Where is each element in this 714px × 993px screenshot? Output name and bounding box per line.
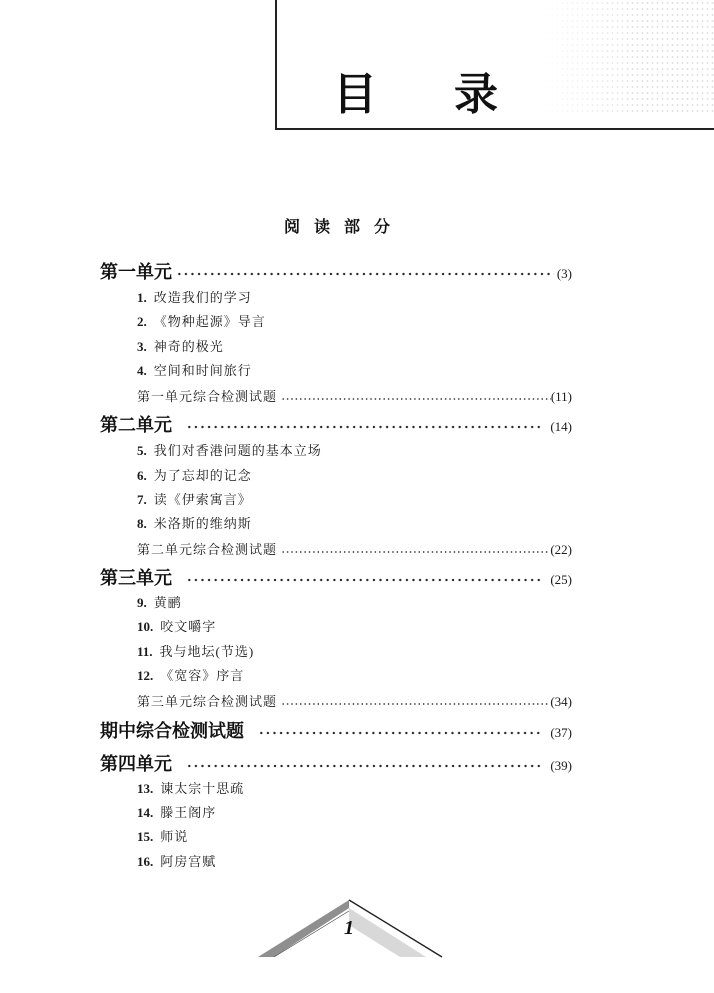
lesson-title: 我与地坛(节选) <box>159 644 255 659</box>
lesson-title: 空间和时间旅行 <box>153 363 252 378</box>
lesson-title: 神奇的极光 <box>153 339 224 354</box>
lesson-entry <box>137 827 572 847</box>
lesson-entry <box>137 441 572 461</box>
lesson-number: 12. <box>137 668 154 683</box>
lesson-title: 《宽容》序言 <box>160 668 245 683</box>
lesson-entry <box>137 852 572 872</box>
page-ref: (34) <box>550 694 572 709</box>
unit-test-entry <box>137 387 572 407</box>
lesson-title: 谏太宗十思疏 <box>160 781 245 796</box>
toc-unit-3 <box>100 567 572 589</box>
dot-leader <box>258 720 543 742</box>
lesson-title: 咬文嚼字 <box>160 619 217 634</box>
lesson-number: 2. <box>137 314 147 329</box>
page-ref: (22) <box>550 542 572 557</box>
test-label: 第二单元综合检测试题 <box>137 542 278 557</box>
dot-leader <box>176 261 554 283</box>
lesson-number: 10. <box>137 619 154 634</box>
lesson-number: 4. <box>137 363 147 378</box>
lesson-number: 13. <box>137 781 154 796</box>
lesson-title: 滕王阁序 <box>160 805 217 820</box>
unit-test-entry <box>137 692 572 712</box>
page-title-char-2: 录 <box>454 70 498 119</box>
unit-label: 第二单元 <box>100 415 172 435</box>
lesson-entry <box>137 466 572 486</box>
lesson-title: 阿房宫赋 <box>160 854 217 869</box>
scan-speckle <box>540 0 714 112</box>
page-title-char-1: 目 <box>333 70 377 119</box>
dot-leader <box>186 414 543 436</box>
dot-leader <box>186 567 543 589</box>
lesson-number: 14. <box>137 805 154 820</box>
lesson-title: 黄鹂 <box>153 595 182 610</box>
lesson-title: 为了忘却的记念 <box>153 468 252 483</box>
lesson-number: 15. <box>137 829 154 844</box>
lesson-entry <box>137 337 572 357</box>
unit-label: 第一单元 <box>100 262 172 282</box>
lesson-title: 读《伊索寓言》 <box>153 492 252 507</box>
lesson-number: 8. <box>137 516 147 531</box>
dot-leader <box>281 540 550 560</box>
lesson-title: 《物种起源》导言 <box>153 314 266 329</box>
lesson-number: 11. <box>137 644 153 659</box>
dot-leader <box>186 753 543 775</box>
lesson-number: 6. <box>137 468 147 483</box>
lesson-entry <box>137 593 572 613</box>
dot-leader <box>281 692 550 712</box>
lesson-entry <box>137 666 572 686</box>
dot-leader <box>281 387 551 407</box>
unit-test-entry <box>137 540 572 560</box>
lesson-number: 1. <box>137 290 147 305</box>
lesson-entry <box>137 490 572 510</box>
toc-unit-2 <box>100 414 572 436</box>
page-ref: (37) <box>550 725 572 740</box>
toc-unit-4 <box>100 753 572 775</box>
page-ref: (25) <box>550 572 572 587</box>
lesson-entry <box>137 361 572 381</box>
lesson-number: 3. <box>137 339 147 354</box>
page-ref: (3) <box>556 266 572 281</box>
lesson-entry <box>137 617 572 637</box>
page-ref: (14) <box>550 419 572 434</box>
lesson-entry <box>137 288 572 308</box>
lesson-entry <box>137 779 572 799</box>
lesson-number: 5. <box>137 443 147 458</box>
unit-label: 第四单元 <box>100 754 172 774</box>
page-ref: (39) <box>550 758 572 773</box>
lesson-title: 改造我们的学习 <box>153 290 252 305</box>
lesson-title: 米洛斯的维纳斯 <box>153 516 252 531</box>
unit-label: 第三单元 <box>100 568 172 588</box>
lesson-title: 师说 <box>160 829 189 844</box>
lesson-entry <box>137 803 572 823</box>
page-ref: (11) <box>550 389 572 404</box>
lesson-title: 我们对香港问题的基本立场 <box>153 443 322 458</box>
midterm-label: 期中综合检测试题 <box>100 721 244 741</box>
lesson-entry <box>137 642 572 662</box>
section-title: 阅读部分 <box>284 219 405 236</box>
test-label: 第一单元综合检测试题 <box>137 389 278 404</box>
toc-midterm <box>100 720 572 742</box>
toc-unit-1 <box>100 261 572 283</box>
lesson-entry <box>137 312 572 332</box>
lesson-entry <box>137 514 572 534</box>
page-number: 1 <box>344 917 354 939</box>
lesson-number: 9. <box>137 595 147 610</box>
test-label: 第三单元综合检测试题 <box>137 694 278 709</box>
lesson-number: 7. <box>137 492 147 507</box>
lesson-number: 16. <box>137 854 154 869</box>
